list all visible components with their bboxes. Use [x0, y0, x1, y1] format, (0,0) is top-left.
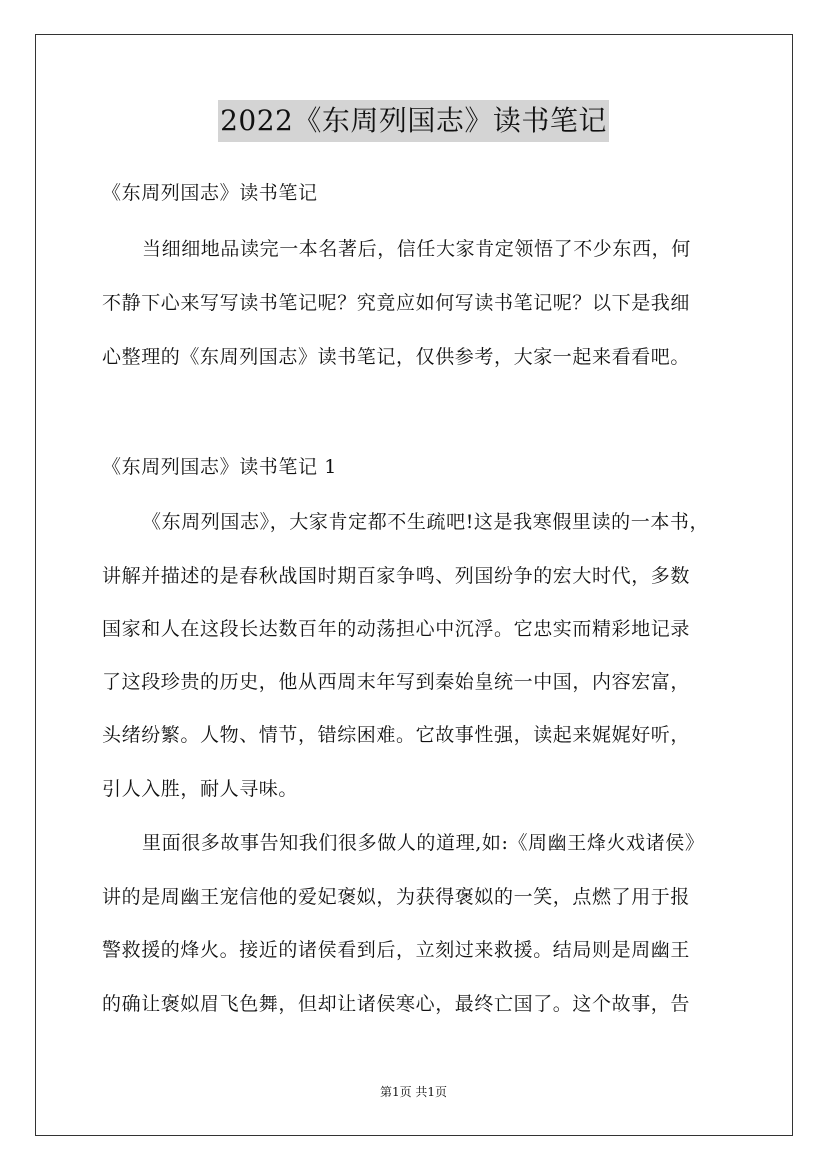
paragraph-line: 头绪纷繁。人物、情节，错综困难。它故事性强，读起来娓娓好听，: [102, 724, 691, 746]
paragraph-line: 了这段珍贵的历史，他从西周末年写到秦始皇统一中国，内容宏富，: [102, 671, 691, 693]
paragraph-line: 警救援的烽火。接近的诸侯看到后，立刻过来救援。结局则是周幽王: [102, 939, 691, 961]
paragraph-line: 国家和人在这段长达数百年的动荡担心中沉浮。它忠实而精彩地记录: [102, 618, 691, 640]
document-title: 2022《东周列国志》读书笔记: [218, 100, 609, 142]
paragraph-line: 的确让褒姒眉飞色舞，但却让诸侯寒心，最终亡国了。这个故事，告: [102, 993, 691, 1015]
paragraph-line: 里面很多故事告知我们很多做人的道理,如:《周幽王烽火戏诸侯》: [142, 832, 705, 854]
intro-line: 不静下心来写写读书笔记呢？究竟应如何写读书笔记呢？以下是我细: [102, 292, 691, 314]
paragraph-line: 讲解并描述的是春秋战国时期百家争鸣、列国纷争的宏大时代，多数: [102, 565, 691, 587]
page-footer: 第1页 共1页: [379, 1085, 448, 1099]
paragraph-line: 引人入胜，耐人寻味。: [102, 778, 299, 800]
intro-heading: 《东周列国志》读书笔记: [102, 182, 318, 204]
title-container: [0, 100, 827, 142]
section-heading: 《东周列国志》读书笔记 1: [102, 456, 337, 478]
intro-line: 心整理的《东周列国志》读书笔记，仅供参考，大家一起来看看吧。: [102, 346, 691, 368]
intro-line: 当细细地品读完一本名著后，信任大家肯定领悟了不少东西，何: [142, 238, 691, 260]
paragraph-line: 讲的是周幽王宠信他的爱妃褒姒，为获得褒姒的一笑，点燃了用于报: [102, 886, 691, 908]
paragraph-line: 《东周列国志》，大家肯定都不生疏吧!这是我寒假里读的一本书，: [142, 511, 710, 533]
